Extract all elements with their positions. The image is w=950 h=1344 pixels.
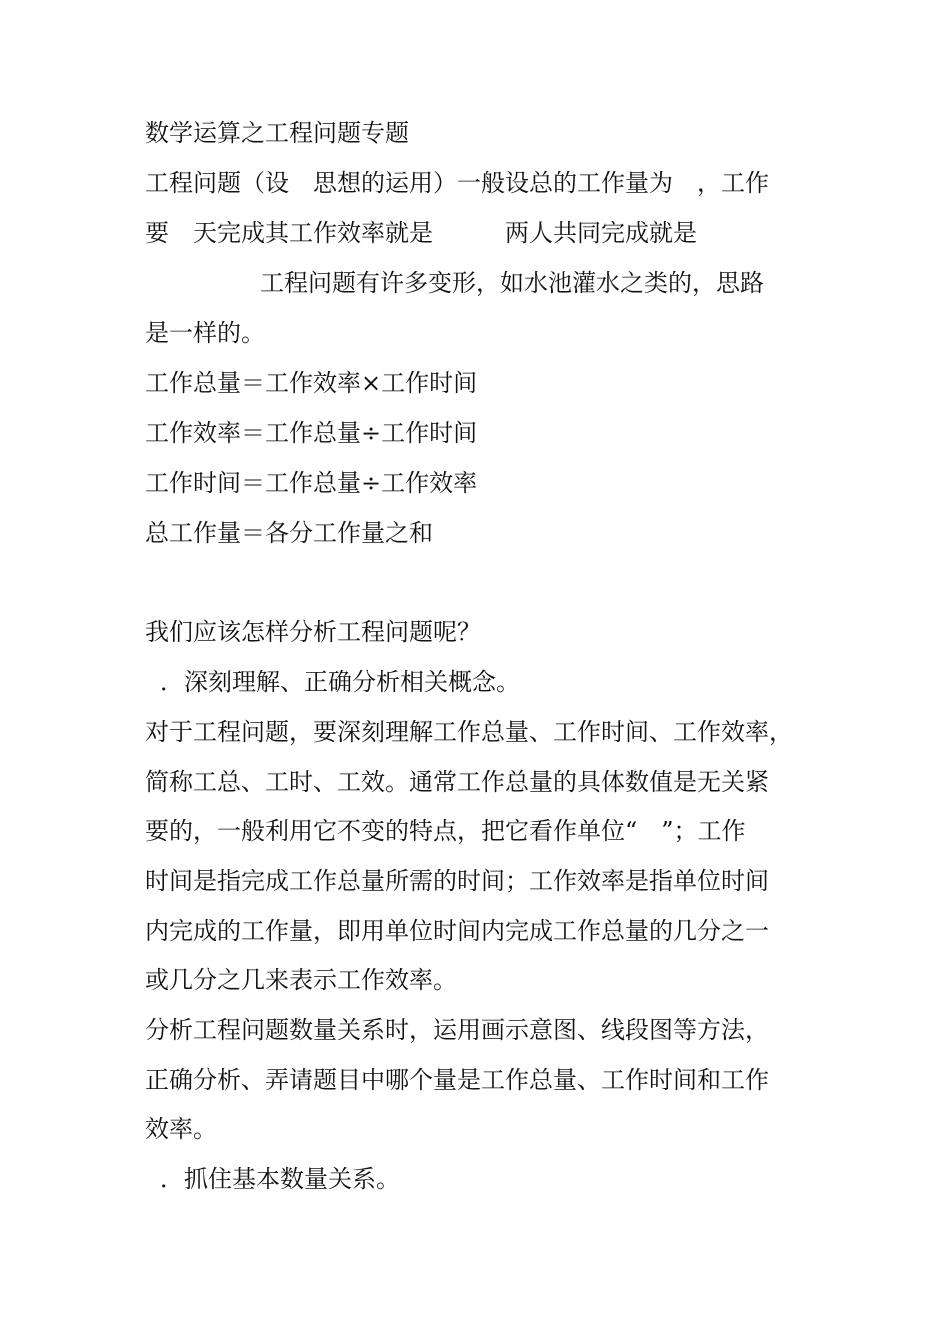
- formula-line: 总工作量＝各分工作量之和: [145, 519, 433, 547]
- paragraph-line: 时间是指完成工作总量所需的时间；工作效率是指单位时间: [145, 867, 769, 895]
- intro-line-4: 是一样的。: [145, 319, 265, 347]
- formula-line: 工作效率＝工作总量÷工作时间: [145, 419, 478, 447]
- paragraph-line: 对于工程问题，要深刻理解工作总量、工作时间、工作效率，: [145, 718, 793, 746]
- document-title: 数学运算之工程问题专题: [145, 119, 409, 147]
- intro-line-1: 工程问题（设 思想的运用）一般设总的工作量为 ，工作: [145, 169, 769, 197]
- intro-line-3: 工程问题有许多变形，如水池灌水之类的，思路: [260, 269, 764, 297]
- paragraph-line: 简称工总、工时、工效。通常工作总量的具体数值是无关紧: [145, 768, 769, 796]
- paragraph-line: 分析工程问题数量关系时，运用画示意图、线段图等方法，: [145, 1016, 769, 1044]
- paragraph-line: 或几分之几来表示工作效率。: [145, 966, 457, 994]
- paragraph-line: 效率。: [145, 1115, 217, 1143]
- section-2-heading: ．抓住基本数量关系。: [160, 1165, 400, 1193]
- paragraph-line: 要的，一般利用它不变的特点，把它看作单位“ ”；工作: [145, 817, 746, 845]
- paragraph-line: 正确分析、弄请题目中哪个量是工作总量、工作时间和工作: [145, 1066, 769, 1094]
- formula-line: 工作总量＝工作效率×工作时间: [145, 369, 478, 397]
- section-1-heading: ．深刻理解、正确分析相关概念。: [160, 668, 520, 696]
- intro-line-2: 要 天完成其工作效率就是 两人共同完成就是: [145, 219, 697, 247]
- formula-line: 工作时间＝工作总量÷工作效率: [145, 469, 478, 497]
- question-line: 我们应该怎样分析工程问题呢？: [145, 618, 481, 646]
- paragraph-line: 内完成的工作量，即用单位时间内完成工作总量的几分之一: [145, 917, 769, 945]
